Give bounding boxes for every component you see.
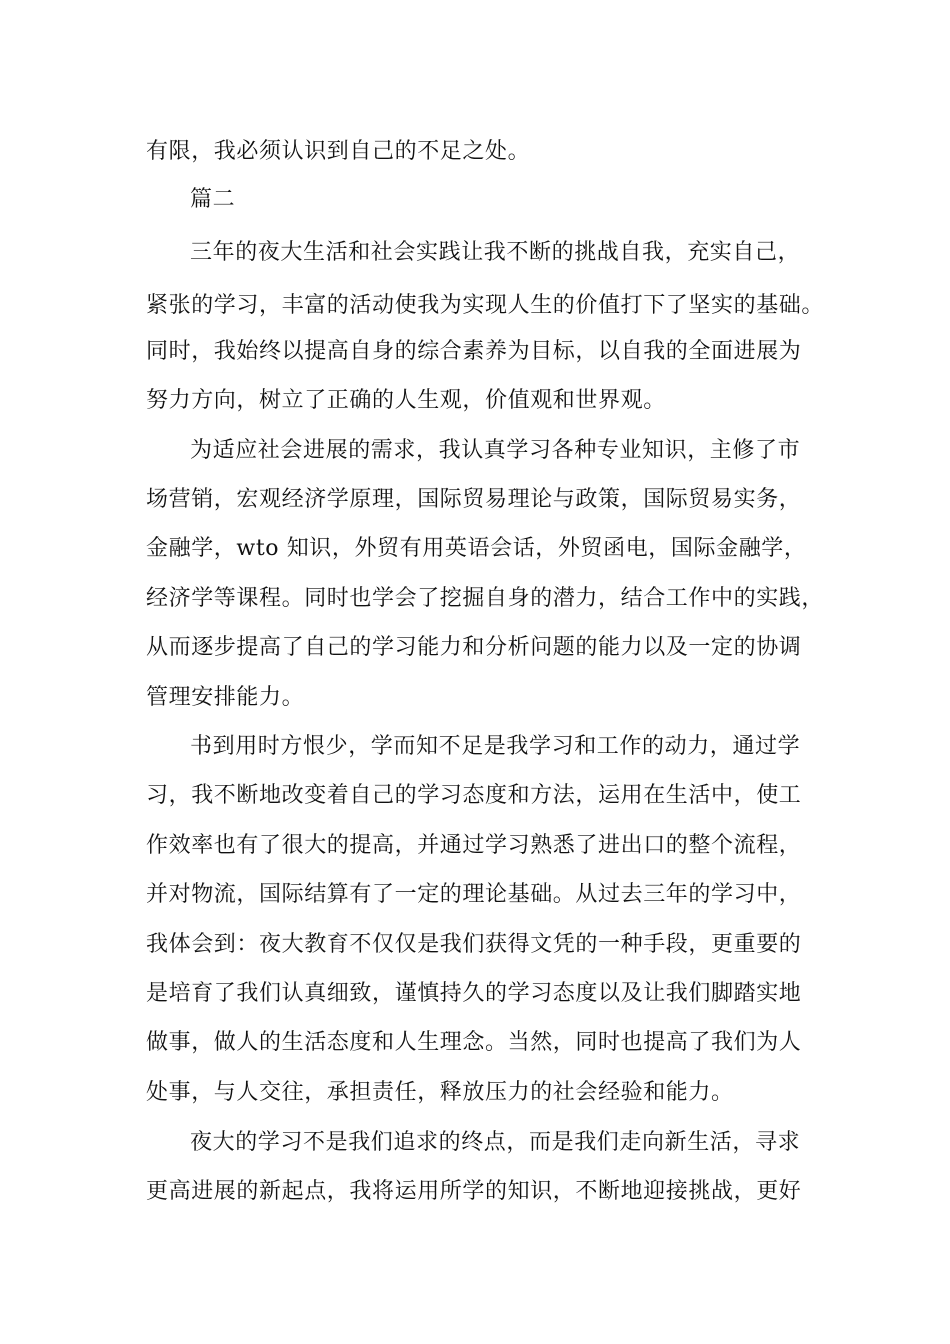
text-line: 为适应社会进展的需求，我认真学习各种专业知识，主修了市	[190, 438, 801, 463]
text-line: 经济学等课程。同时也学会了挖掘自身的潜力，结合工作中的实践，	[146, 586, 825, 611]
text-line: 作效率也有了很大的提高，并通过学习熟悉了进出口的整个流程，	[146, 833, 802, 858]
text-line: 习，我不断地改变着自己的学习态度和方法，运用在生活中，使工	[146, 783, 802, 808]
text-line: 处事，与人交往，承担责任，释放压力的社会经验和能力。	[146, 1080, 734, 1105]
text-line: 从而逐步提高了自己的学习能力和分析问题的能力以及一定的协调	[146, 635, 802, 660]
text-line: 并对物流，国际结算有了一定的理论基础。从过去三年的学习中，	[146, 882, 802, 907]
text-line: 金融学，wto 知识，外贸有用英语会话，外贸函电，国际金融学，	[146, 536, 807, 561]
text-line: 做事，做人的生活态度和人生理念。当然，同时也提高了我们为人	[146, 1030, 802, 1055]
text-line: 紧张的学习，丰富的活动使我为实现人生的价值打下了坚实的基础。	[146, 293, 825, 318]
text-line: 夜大的学习不是我们追求的终点，而是我们走向新生活，寻求	[190, 1130, 801, 1155]
text-line: 努力方向，树立了正确的人生观，价值观和世界观。	[146, 388, 666, 413]
text-line: 三年的夜大生活和社会实践让我不断的挑战自我，充实自己，	[190, 240, 801, 265]
text-line: 更高进展的新起点，我将运用所学的知识，不断地迎接挑战，更好	[146, 1179, 802, 1204]
text-line: 管理安排能力。	[146, 685, 305, 710]
text-line: 书到用时方恨少，学而知不足是我学习和工作的动力，通过学	[190, 734, 801, 759]
section-heading: 篇二	[190, 187, 236, 212]
text-line: 有限，我必须认识到自己的不足之处。	[146, 139, 531, 164]
text-line: 场营销，宏观经济学原理，国际贸易理论与政策，国际贸易实务，	[146, 487, 802, 512]
text-line: 同时，我始终以提高自身的综合素养为目标，以自我的全面进展为	[146, 339, 802, 364]
text-line: 是培育了我们认真细致，谨慎持久的学习态度以及让我们脚踏实地	[146, 981, 802, 1006]
text-line: 我体会到：夜大教育不仅仅是我们获得文凭的一种手段，更重要的	[146, 932, 802, 957]
